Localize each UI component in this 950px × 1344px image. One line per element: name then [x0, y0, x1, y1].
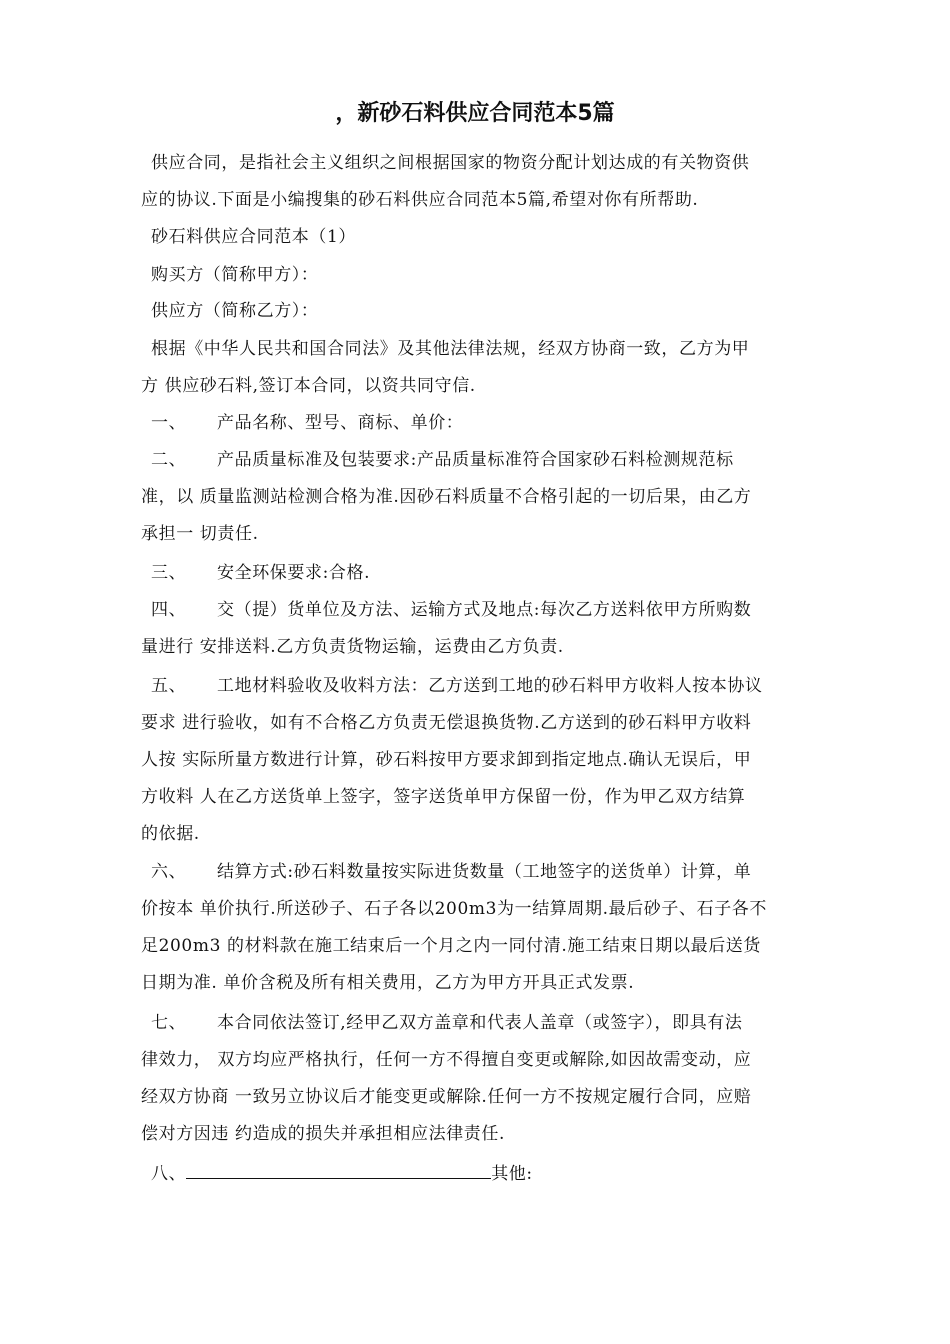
clause-7-line-4: 偿对方因违 约造成的损失并承担相应法律责任. — [141, 1124, 506, 1144]
intro-line-1: 供应合同，是指社会主义组织之间根据国家的物资分配计划达成的有关物资供 — [151, 153, 750, 173]
clause-text: 结算方式:砂石料数量按实际进货数量（工地签字的送货单）计算，单 — [217, 862, 752, 882]
clause-3 — [151, 561, 370, 585]
clause-number: 八、 — [151, 1164, 187, 1184]
clause-text: 本合同依法签订,经甲乙双方盖章和代表人盖章（或签字），即具有法 — [217, 1013, 743, 1033]
clause-number: 四、 — [151, 600, 187, 620]
clause-6-line-2: 价按本 单价执行.所送砂子、石子各以200m3为一结算周期.最后砂子、石子各不 — [141, 899, 767, 919]
clause-2-line-2: 准，以 质量监测站检测合格为准.因砂石料质量不合格引起的一切后果，由乙方 — [141, 487, 752, 507]
clause-8 — [151, 1160, 533, 1186]
intro-line-2: 应的协议.下面是小编搜集的砂石料供应合同范本5篇,希望对你有所帮助. — [141, 190, 699, 210]
clause-5-line-2: 要求 进行验收，如有不合格乙方负责无偿退换货物.乙方送到的砂石料甲方收料 — [141, 713, 752, 733]
clause-number: 七、 — [151, 1013, 187, 1033]
fill-in-blank — [186, 1160, 491, 1179]
clause-text: 产品质量标准及包装要求:产品质量标准符合国家砂石料检测规范标 — [217, 450, 734, 470]
clause-7-line-2: 律效力， 双方均应严格执行，任何一方不得擅自变更或解除,如因故需变动，应 — [141, 1050, 752, 1070]
clause-7 — [151, 1011, 743, 1035]
clause-7-line-3: 经双方协商 一致另立协议后才能变更或解除.任何一方不按规定履行合同，应赔 — [141, 1087, 752, 1107]
clause-6-line-3: 足200m3 的材料款在施工结束后一个月之内一同付清.施工结束日期以最后送货 — [141, 936, 761, 956]
clause-2-line-3: 承担一 切责任. — [141, 524, 259, 544]
clause-number: 六、 — [151, 862, 187, 882]
clause-1 — [151, 411, 463, 435]
clause-5-line-5: 的依据. — [141, 824, 200, 844]
clause-number: 三、 — [151, 563, 187, 583]
clause-text: 工地材料验收及收料方法：乙方送到工地的砂石料甲方收料人按本协议 — [217, 676, 763, 696]
clause-number: 一、 — [151, 413, 187, 433]
clause-text: 交（提）货单位及方法、运输方式及地点:每次乙方送料依甲方所购数 — [217, 600, 752, 620]
clause-6 — [151, 860, 751, 884]
basis-line-1: 根据《中华人民共和国合同法》及其他法律法规，经双方协商一致，乙方为甲 — [151, 339, 750, 359]
basis-line-2: 方 供应砂石料,签订本合同，以资共同守信. — [141, 376, 476, 396]
clause-4-line-2: 量进行 安排送料.乙方负责货物运输，运费由乙方负责. — [141, 637, 564, 657]
clause-2 — [151, 448, 734, 472]
clause-5-line-4: 方收料 人在乙方送货单上签字，签字送货单甲方保留一份，作为甲乙双方结算 — [141, 787, 746, 807]
clause-4 — [151, 598, 751, 622]
clause-6-line-4: 日期为准. 单价含税及所有相关费用，乙方为甲方开具正式发票. — [141, 973, 635, 993]
document-title: ，新砂石料供应合同范本5篇 — [335, 101, 615, 126]
clause-5 — [151, 674, 763, 698]
clause-text: 其他: — [491, 1164, 533, 1184]
supplier-line: 供应方（简称乙方）： — [151, 301, 319, 321]
clause-text: 安全环保要求:合格. — [217, 563, 371, 583]
clause-number: 二、 — [151, 450, 187, 470]
clause-number: 五、 — [151, 676, 187, 696]
buyer-line: 购买方（简称甲方）： — [151, 265, 319, 285]
clause-5-line-3: 人按 实际所量方数进行计算，砂石料按甲方要求卸到指定地点.确认无误后，甲 — [141, 750, 752, 770]
clause-text: 产品名称、型号、商标、单价： — [217, 413, 464, 433]
section-heading: 砂石料供应合同范本（1） — [151, 227, 357, 247]
